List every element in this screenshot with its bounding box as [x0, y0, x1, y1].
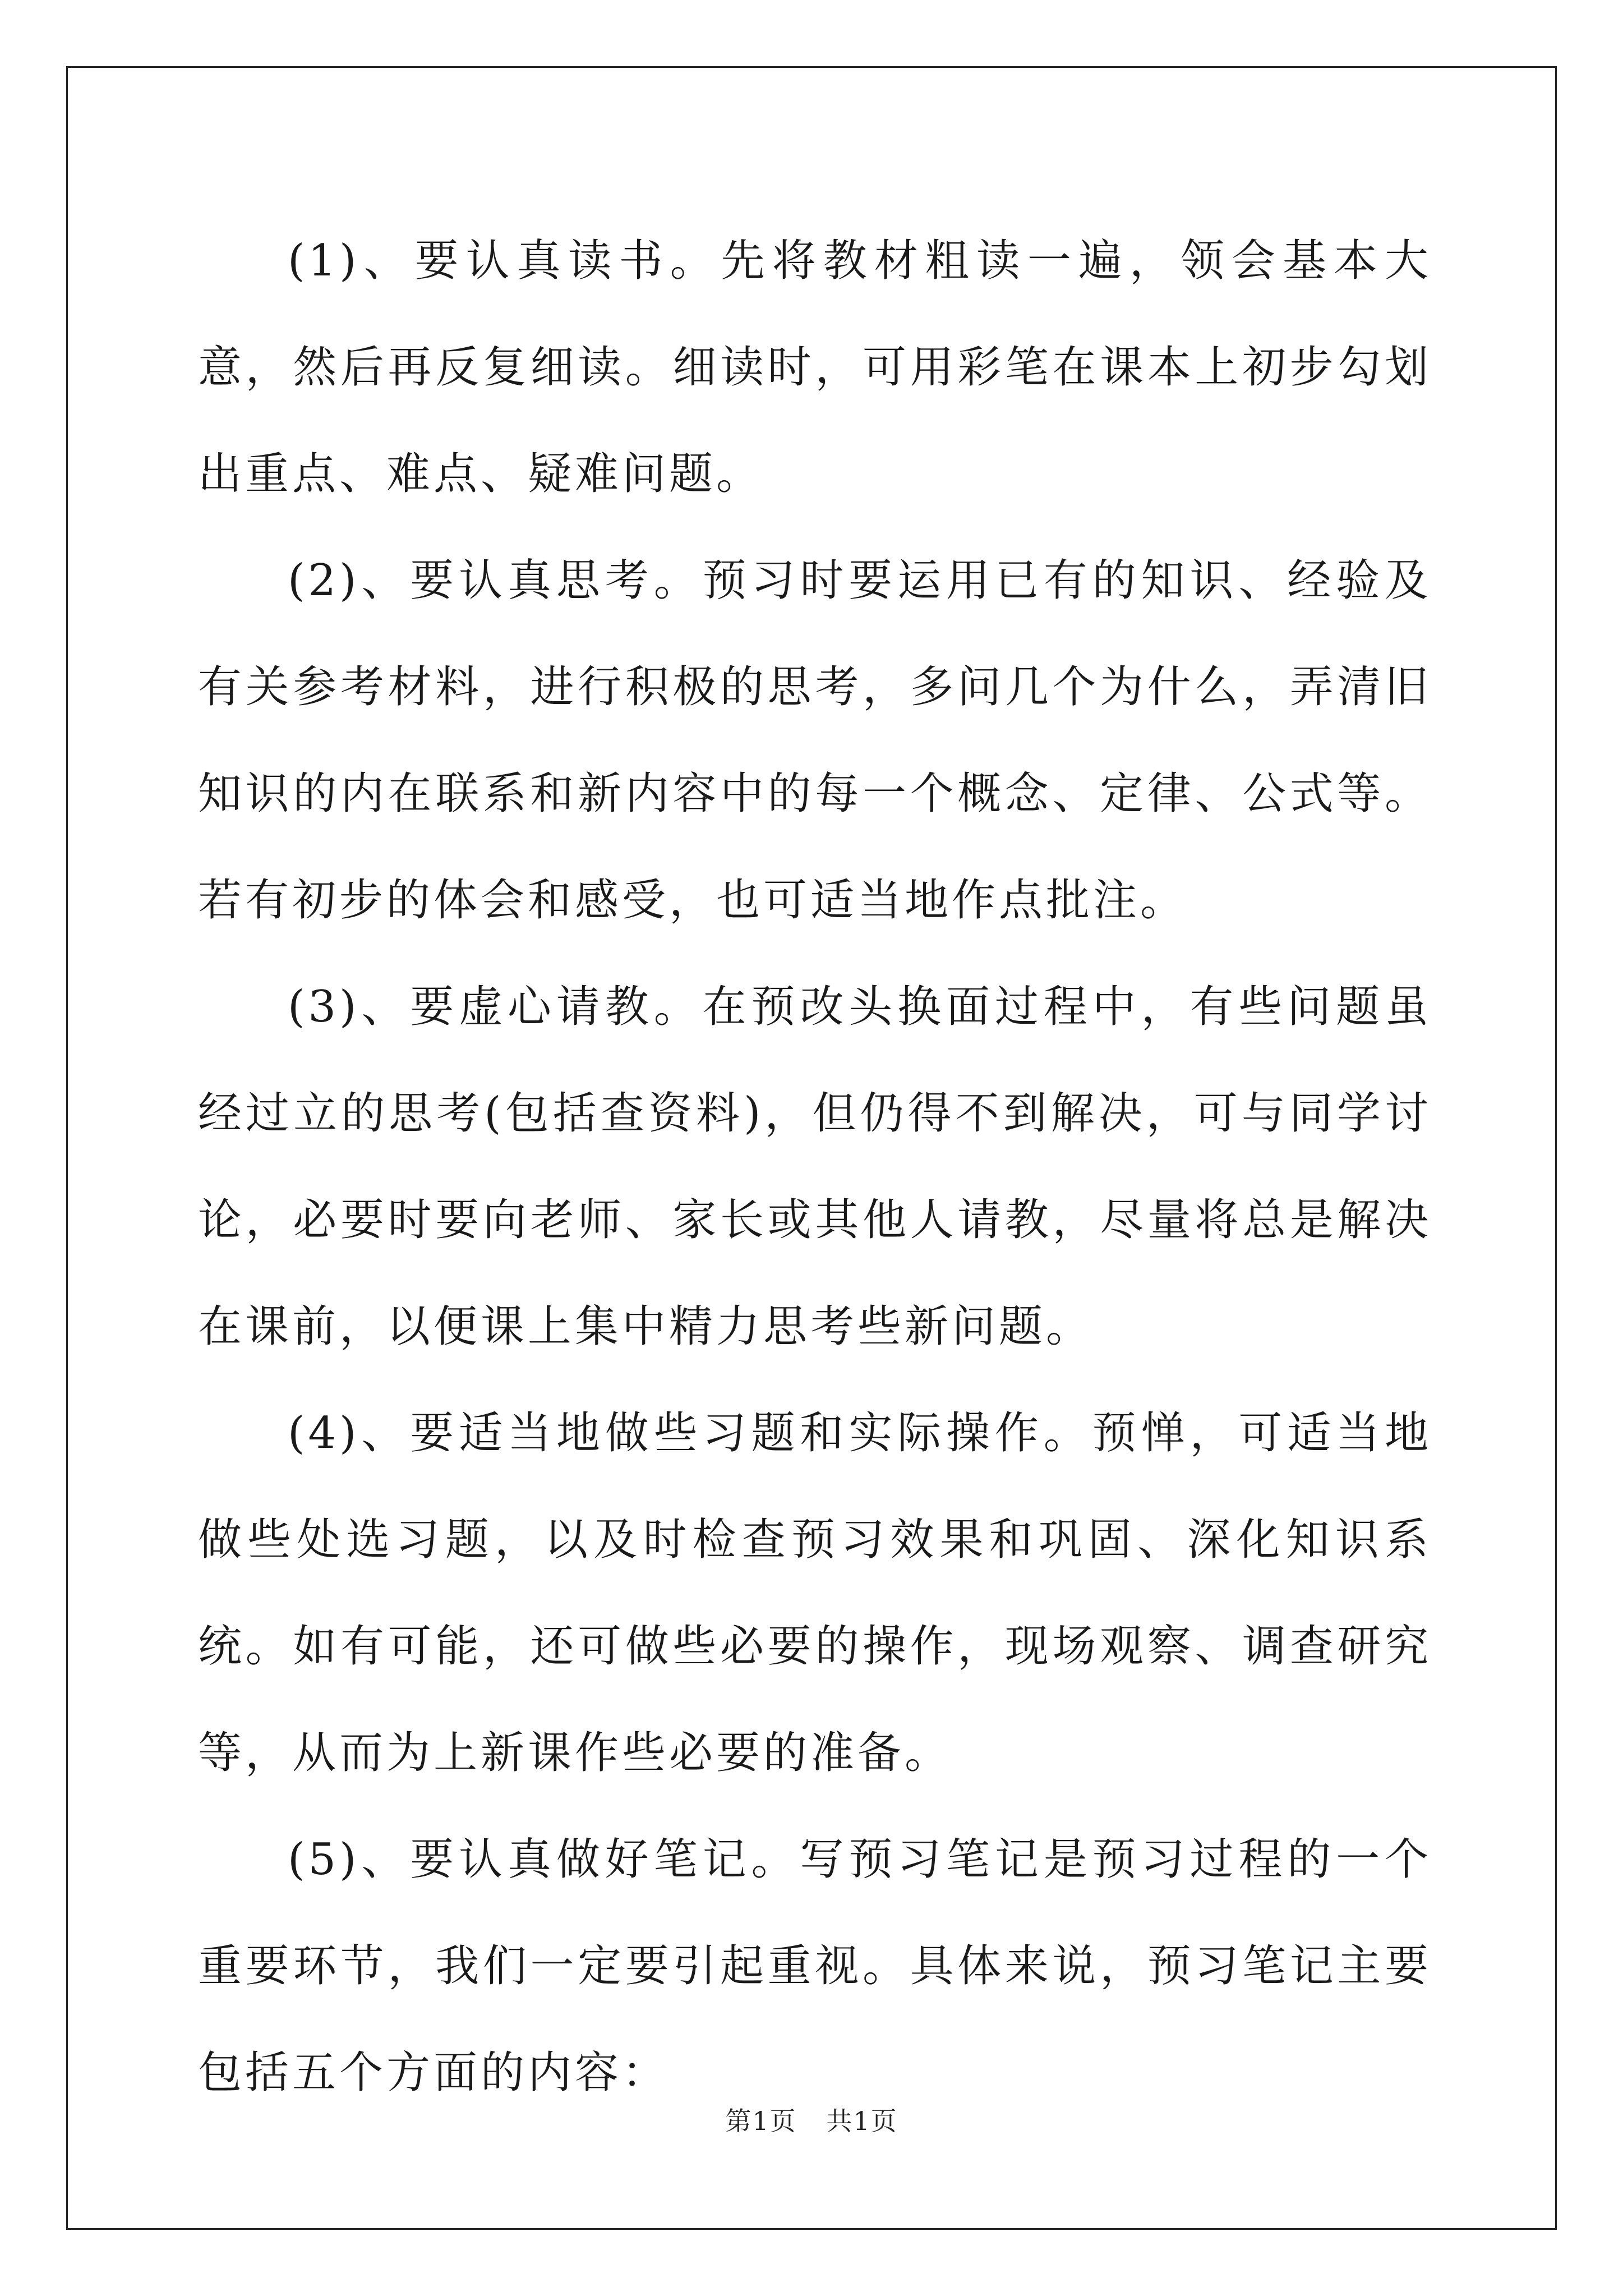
page-footer: [0, 2101, 1623, 2138]
paragraph-1: (1)、要认真读书。先将教材粗读一遍，领会基本大意，然后再反复细读。细读时，可用彩笔在课本上初步勾划出重点、难点、疑难问题。: [198, 236, 1432, 499]
document-body: [198, 208, 1432, 2126]
paragraph-3: (3)、要虚心请教。在预改头换面过程中，有些问题虽经过立的思考(包括查资料)，但仍得不到解决，可与同学讨论，必要时要向老师、家长或其他人请教，尽量将总是解决在课前，以便课上集中精力思考些新问题。: [198, 982, 1432, 1352]
total-pages: 共1页: [826, 2106, 898, 2136]
paragraph-4: (4)、要适当地做些习题和实际操作。预惮，可适当地做些处选习题，以及时检查预习效果和巩固、深化知识系统。如有可能，还可做些必要的操作，现场观察、调查研究等，从而为上新课作些必要的准备。: [198, 1408, 1432, 1778]
page-number: 第1页: [725, 2106, 797, 2136]
paragraph-2: (2)、要认真思考。预习时要运用已有的知识、经验及有关参考材料，进行积极的思考，多问几个为什么，弄清旧知识的内在联系和新内容中的每一个概念、定律、公式等。若有初步的体会和感受，也可适当地作点批注。: [198, 555, 1432, 926]
paragraph-5: (5)、要认真做好笔记。写预习笔记是预习过程的一个重要环节，我们一定要引起重视。具体来说，预习笔记主要包括五个方面的内容：: [198, 1834, 1432, 2098]
